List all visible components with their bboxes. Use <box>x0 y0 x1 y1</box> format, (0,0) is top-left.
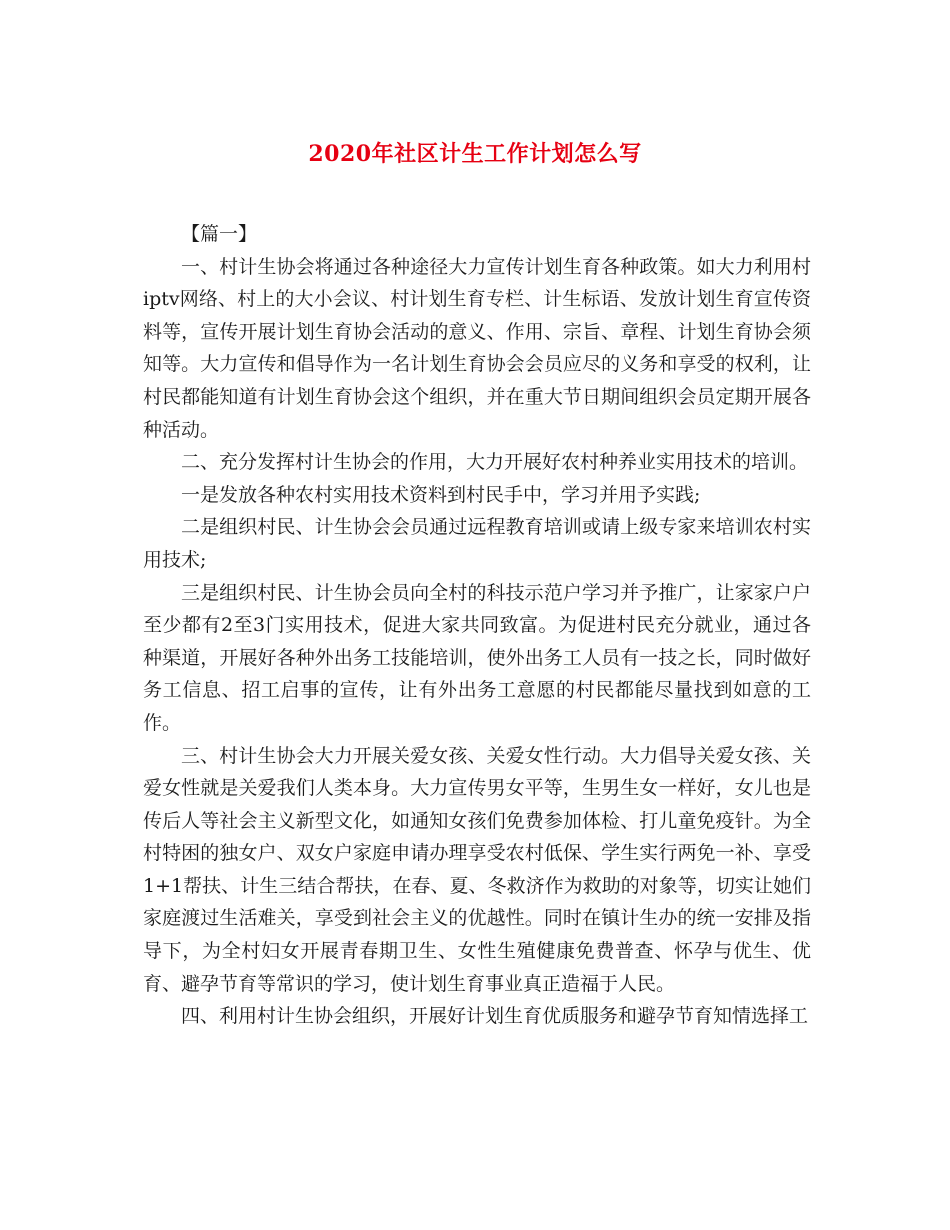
section-label: 【篇一】 <box>181 223 258 245</box>
paragraph: 二、充分发挥村计生协会的作用，大力开展好农村种养业实用技术的培训。 <box>181 451 809 474</box>
paragraph: 四、利用村计生协会组织，开展好计划生育优质服务和避孕节育知情选择工 <box>181 1005 809 1028</box>
document-body <box>143 218 811 1033</box>
document-title: 2020年社区计生工作计划怎么写 <box>308 141 642 167</box>
paragraph: 三是组织村民、计生协会员向全村的科技示范户学习并予推广，让家家户户至少都有2至3门实用技术，促进大家共同致富。为促进村民充分就业，通过各种渠道，开展好各种外出务工技能培训，使外出务工人员有一技之长，同时做好务工信息、招工启事的宣传，让有外出务工意愿的村民都能尽量找到如意的工作。 <box>143 581 811 734</box>
paragraph: 一、村计生协会将通过各种途径大力宣传计划生育各种政策。如大力利用村iptv网络、村上的大小会议、村计划生育专栏、计生标语、发放计划生育宣传资料等，宣传开展计划生育协会活动的意义、作用、宗旨、章程、计划生育协会须知等。大力宣传和倡导作为一名计划生育协会会员应尽的义务和享受的权利，让村民都能知道有计划生育协会这个组织，并在重大节日期间组织会员定期开展各种活动。 <box>143 255 811 441</box>
paragraph: 一是发放各种农村实用技术资料到村民手中，学习并用予实践; <box>181 483 701 506</box>
paragraph: 三、村计生协会大力开展关爱女孩、关爱女性行动。大力倡导关爱女孩、关爱女性就是关爱我们人类本身。大力宣传男女平等，生男生女一样好，女儿也是传后人等社会主义新型文化，如通知女孩们免费参加体检、打儿童免疫针。为全村特困的独女户、双女户家庭申请办理享受农村低保、学生实行两免一补、享受1+1帮扶、计生三结合帮扶，在春、夏、冬救济作为救助的对象等，切实让她们家庭渡过生活难关，享受到社会主义的优越性。同时在镇计生办的统一安排及指导下，为全村妇女开展青春期卫生、女性生殖健康免费普查、怀孕与优生、优育、避孕节育等常识的学习，使计划生育事业真正造福于人民。 <box>143 744 811 995</box>
paragraph: 二是组织村民、计生协会会员通过远程教育培训或请上级专家来培训农村实用技术; <box>143 516 811 571</box>
